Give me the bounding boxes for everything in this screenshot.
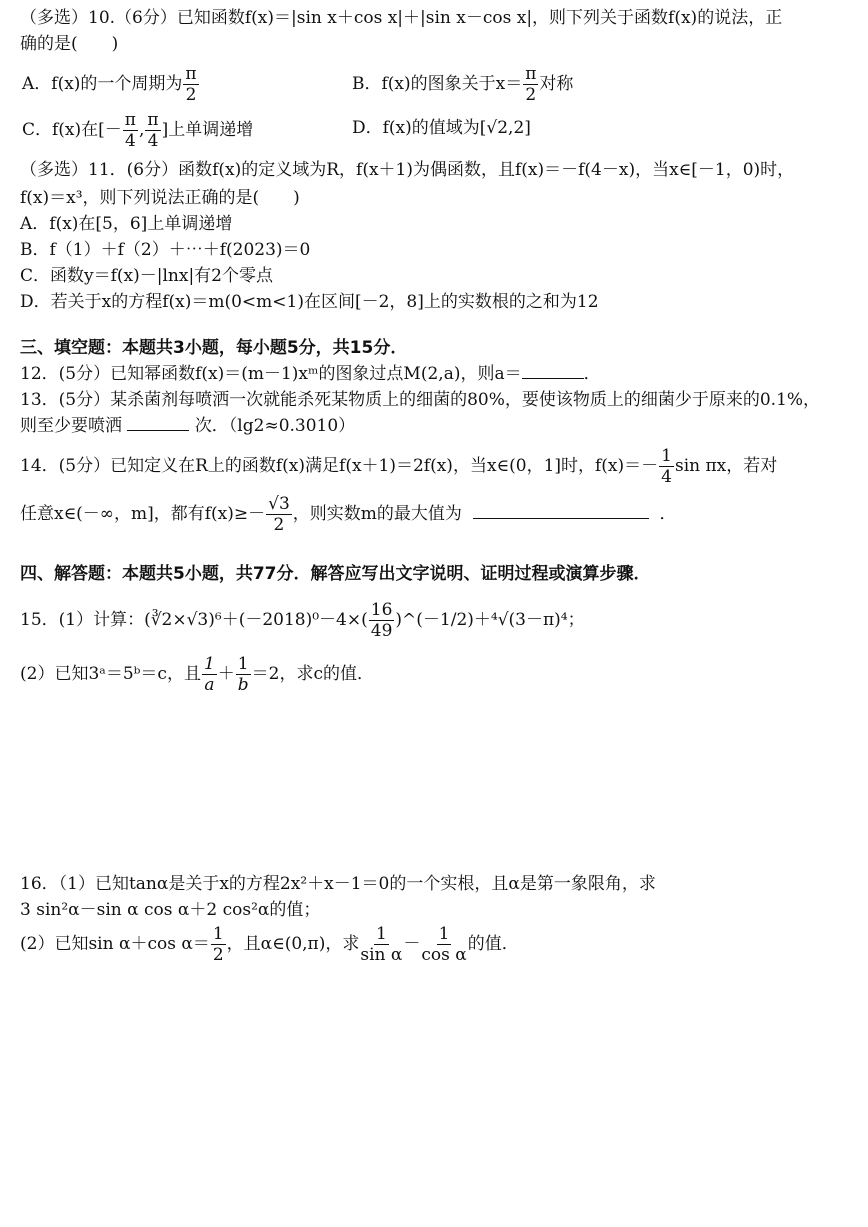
q14-line1: 14．(5分）已知定义在R上的函数f(x)满足f(x＋1)＝2f(x)，当x∈(0，1]时，f(x)＝－ $\frac{1}{4}$ sin πx，若对 <box>20 446 778 487</box>
q15-part2: (2）已知3ᵃ＝5ᵇ＝c，且 $\frac{1}{a}$ ＋ $\frac{1}{b}$ ＝2，求c的值． <box>20 654 374 695</box>
section-3-heading: 三、填空题：本题共3小题，每小题5分，共15分． <box>20 338 408 358</box>
section-4-heading: 四、解答题：本题共5小题，共77分．解答应写出文字说明、证明过程或演算步骤． <box>20 564 651 584</box>
q10-stem-line2: 确的是( ) <box>20 34 119 54</box>
q13-line2: 则至少要喷洒 次．（lg2≈0.3010） <box>20 416 356 436</box>
q14-answer-blank[interactable] <box>473 502 649 519</box>
q16-part1-line2: 3 sin²α－sin α cos α＋2 cos²α的值； <box>20 900 321 920</box>
q15-part1: 15．(1）计算：(∛2×√3)⁶＋(－2018)⁰－4×( $\frac{16}{49}$ )^(－1/2)＋⁴√(3－π)⁴； <box>20 600 585 641</box>
q11-option-b: B．f（1）＋f（2）＋⋯＋f(2023)＝0 <box>20 240 311 260</box>
q10-stem-line1: （多选）10.（6分）已知函数f(x)＝|sin x＋cos x|＋|sin x－cos x|，则下列关于函数f(x)的说法，正 <box>20 8 783 28</box>
q10-option-a: A．f(x)的一个周期为 $\frac{\pi}{2}$ <box>22 64 197 105</box>
q12-answer-blank[interactable] <box>522 362 584 379</box>
q11-option-c: C．函数y＝f(x)－|lnx|有2个零点 <box>20 266 273 286</box>
q14-line2: 任意x∈(－∞，m]，都有f(x)≥－ $\frac{√3}{2}$ ，则实数m的最大值为 ． <box>20 494 677 535</box>
q10-option-c: C．f(x)在[－ $\frac{\pi}{4}$ , $\frac{\pi}{4}$ ]上单调递增 <box>22 110 254 151</box>
q11-stem-line1: （多选）11．(6分）函数f(x)的定义域为R，f(x＋1)为偶函数，且f(x)＝－f(4－x)，当x∈[－1，0)时， <box>20 160 795 180</box>
q10-option-d: D．f(x)的值域为[√2,2] <box>352 118 531 138</box>
q16-part1-line1: 16．（1）已知tanα是关于x的方程2x²＋x－1＝0的一个实根，且α是第一象限角，求 <box>20 874 656 894</box>
q11-stem-line2: f(x)＝x³，则下列说法正确的是( ) <box>20 188 300 208</box>
q11-option-a: A．f(x)在[5，6]上单调递增 <box>20 214 233 234</box>
q12: 12．(5分）已知幂函数f(x)＝(m－1)xᵐ的图象过点M(2,a)，则a＝ ． <box>20 364 601 384</box>
q13-line1: 13．(5分）某杀菌剂每喷洒一次就能杀死某物质上的细菌的80%，要使该物质上的细菌少于原来的0.1%， <box>20 390 821 410</box>
q16-part2: (2）已知sin α＋cos α＝ $\frac{1}{2}$ ，且α∈(0,π)，求 $\frac{1}{\text{sin α}}$ － $\frac{1}{\text{cos α}}$ 的值． <box>20 924 519 965</box>
q11-option-d: D．若关于x的方程f(x)＝m(0<m<1)在区间[－2，8]上的实数根的之和为12 <box>20 292 599 312</box>
q13-answer-blank[interactable] <box>127 414 189 431</box>
q10-option-b: B．f(x)的图象关于x＝ $\frac{\pi}{2}$ 对称 <box>352 64 574 105</box>
